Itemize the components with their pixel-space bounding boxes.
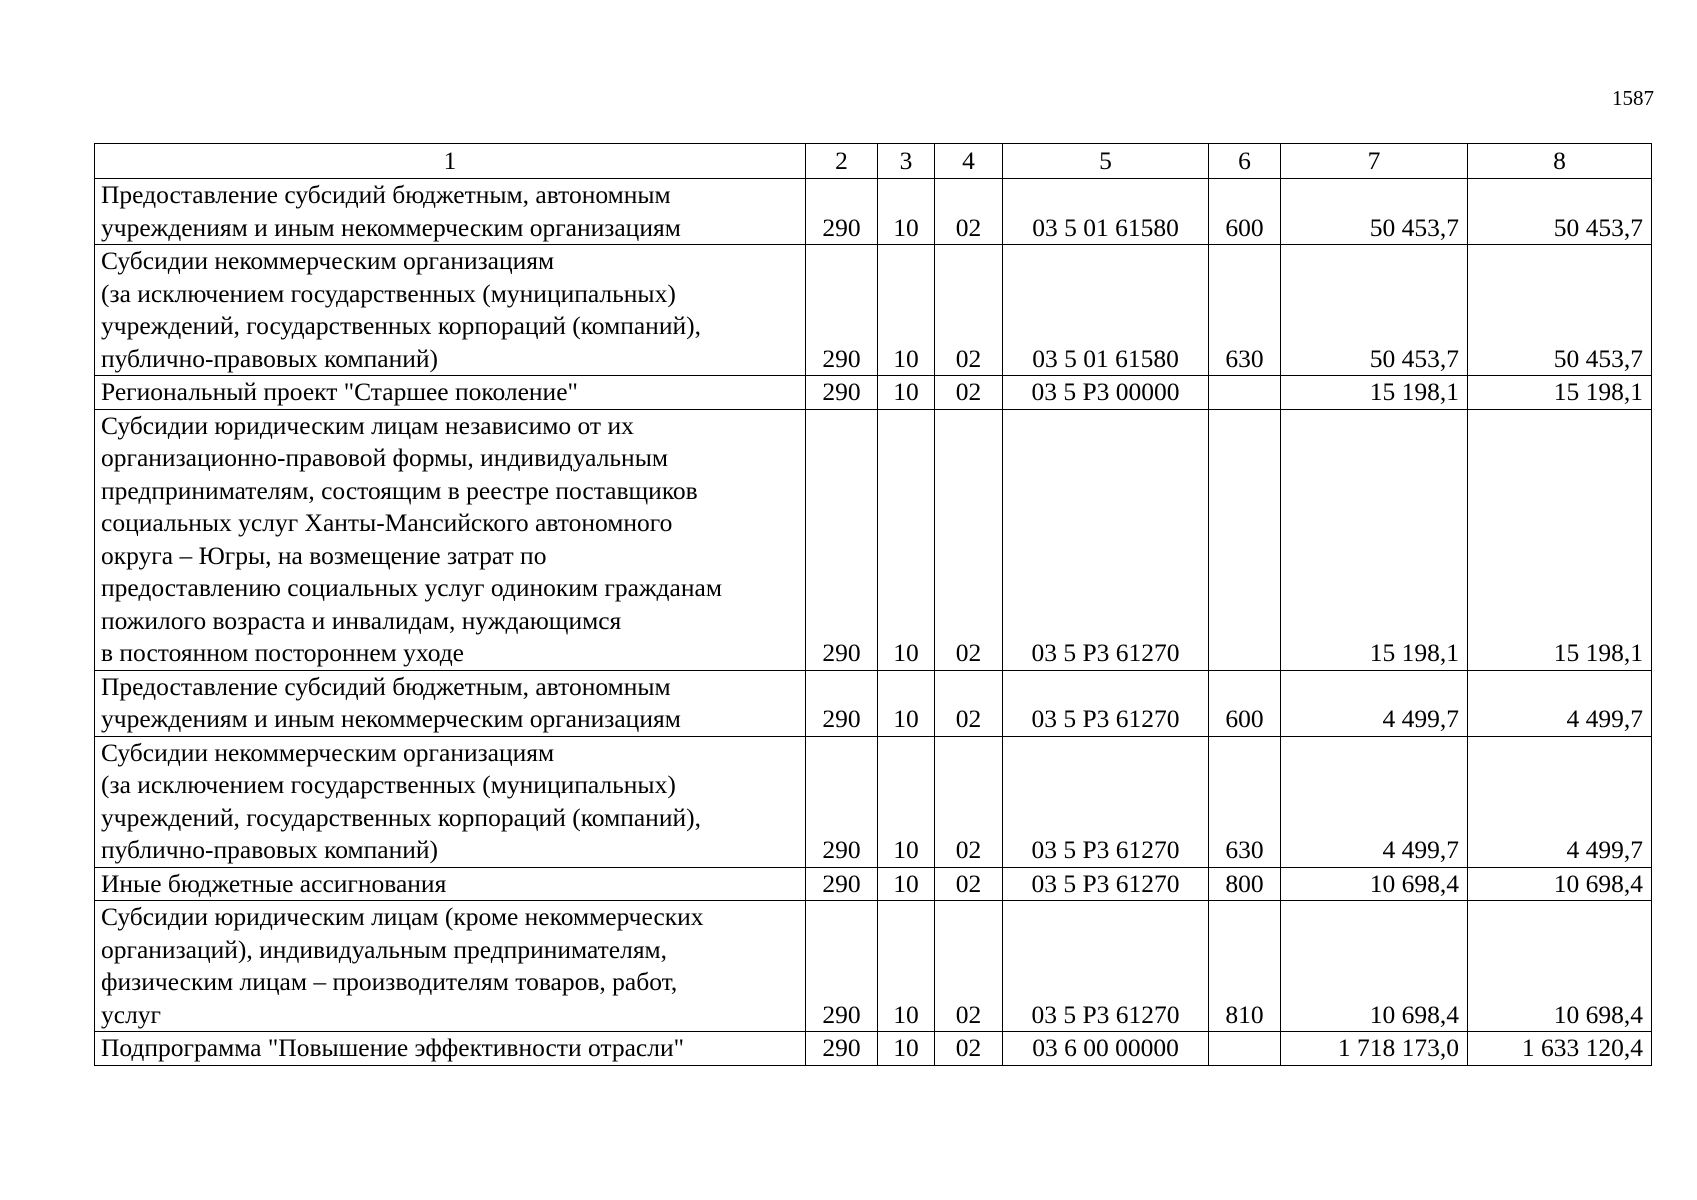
row-section-code: 10: [878, 376, 935, 410]
table-row: [95, 245, 1652, 376]
budget-table: [94, 143, 1652, 1066]
column-header-7: 7: [1281, 144, 1468, 179]
table-row: [95, 179, 1652, 245]
row-subsection-code: 02: [935, 409, 1003, 670]
row-section-code: 10: [878, 409, 935, 670]
row-target-code: 03 5 P3 61270: [1003, 736, 1209, 867]
row-amount-2: 4 499,7: [1468, 670, 1652, 736]
column-header-5: 5: [1003, 144, 1209, 179]
row-ministry-code: 290: [806, 1032, 878, 1066]
table-row: [95, 409, 1652, 670]
column-header-1: 1: [95, 144, 806, 179]
row-name: Региональный проект "Старшее поколение": [95, 376, 806, 410]
row-amount-1: 4 499,7: [1281, 736, 1468, 867]
row-name: Субсидии юридическим лицам независимо от их организационно-правовой формы, индивидуальным предпринимателям, состоящим в реестре поставщиков социальных услуг Ханты-Мансийского автономного округа – Югры, на возмещение затрат по предоставлению социальных услуг одиноким гражданам пожилого возраста и инвалидам, нуждающимся в постоянном постороннем уходе: [95, 409, 806, 670]
row-target-code: 03 5 P3 61270: [1003, 409, 1209, 670]
row-expense-type: 630: [1209, 245, 1281, 376]
row-name: Субсидии некоммерческим организациям (за исключением государственных (муниципальных) учреждений, государственных корпораций (компаний), публично-правовых компаний): [95, 245, 806, 376]
row-ministry-code: 290: [806, 376, 878, 410]
table-row: [95, 736, 1652, 867]
row-amount-1: 1 718 173,0: [1281, 1032, 1468, 1066]
row-name: Субсидии юридическим лицам (кроме некоммерческих организаций), индивидуальным предпринимателям, физическим лицам – производителям товаров, работ, услуг: [95, 901, 806, 1032]
row-ministry-code: 290: [806, 736, 878, 867]
row-section-code: 10: [878, 179, 935, 245]
table-row: [95, 901, 1652, 1032]
row-expense-type: 810: [1209, 901, 1281, 1032]
row-subsection-code: 02: [935, 736, 1003, 867]
row-subsection-code: 02: [935, 376, 1003, 410]
row-name: Субсидии некоммерческим организациям (за исключением государственных (муниципальных) учреждений, государственных корпораций (компаний), публично-правовых компаний): [95, 736, 806, 867]
row-target-code: 03 5 01 61580: [1003, 245, 1209, 376]
row-subsection-code: 02: [935, 179, 1003, 245]
row-amount-2: 50 453,7: [1468, 245, 1652, 376]
row-ministry-code: 290: [806, 179, 878, 245]
row-amount-1: 15 198,1: [1281, 376, 1468, 410]
row-expense-type: [1209, 376, 1281, 410]
row-name: Предоставление субсидий бюджетным, автономным учреждениям и иным некоммерческим организациям: [95, 179, 806, 245]
row-amount-2: 50 453,7: [1468, 179, 1652, 245]
table-row: [95, 376, 1652, 410]
row-target-code: 03 6 00 00000: [1003, 1032, 1209, 1066]
table-row: [95, 1032, 1652, 1066]
header-row: [95, 144, 1652, 179]
row-amount-1: 10 698,4: [1281, 901, 1468, 1032]
column-header-2: 2: [806, 144, 878, 179]
row-target-code: 03 5 P3 00000: [1003, 376, 1209, 410]
row-section-code: 10: [878, 867, 935, 901]
row-amount-2: 1 633 120,4: [1468, 1032, 1652, 1066]
row-expense-type: 800: [1209, 867, 1281, 901]
row-expense-type: [1209, 1032, 1281, 1066]
row-ministry-code: 290: [806, 901, 878, 1032]
row-name: Иные бюджетные ассигнования: [95, 867, 806, 901]
row-section-code: 10: [878, 245, 935, 376]
table-row: [95, 670, 1652, 736]
row-target-code: 03 5 P3 61270: [1003, 901, 1209, 1032]
row-expense-type: 600: [1209, 670, 1281, 736]
row-target-code: 03 5 01 61580: [1003, 179, 1209, 245]
row-ministry-code: 290: [806, 409, 878, 670]
row-ministry-code: 290: [806, 867, 878, 901]
row-name: Предоставление субсидий бюджетным, автономным учреждениям и иным некоммерческим организациям: [95, 670, 806, 736]
row-section-code: 10: [878, 901, 935, 1032]
row-expense-type: [1209, 409, 1281, 670]
page-number: 1587: [1612, 86, 1654, 110]
row-amount-2: 15 198,1: [1468, 376, 1652, 410]
column-header-4: 4: [935, 144, 1003, 179]
row-subsection-code: 02: [935, 1032, 1003, 1066]
row-subsection-code: 02: [935, 670, 1003, 736]
row-target-code: 03 5 P3 61270: [1003, 867, 1209, 901]
row-subsection-code: 02: [935, 245, 1003, 376]
row-amount-2: 10 698,4: [1468, 901, 1652, 1032]
column-header-3: 3: [878, 144, 935, 179]
row-ministry-code: 290: [806, 670, 878, 736]
column-header-8: 8: [1468, 144, 1652, 179]
row-section-code: 10: [878, 736, 935, 867]
row-target-code: 03 5 P3 61270: [1003, 670, 1209, 736]
row-amount-2: 4 499,7: [1468, 736, 1652, 867]
row-expense-type: 630: [1209, 736, 1281, 867]
column-header-6: 6: [1209, 144, 1281, 179]
row-amount-1: 4 499,7: [1281, 670, 1468, 736]
row-name: Подпрограмма "Повышение эффективности отрасли": [95, 1032, 806, 1066]
table-row: [95, 867, 1652, 901]
row-section-code: 10: [878, 670, 935, 736]
row-amount-1: 50 453,7: [1281, 245, 1468, 376]
row-amount-2: 15 198,1: [1468, 409, 1652, 670]
table-header: [95, 144, 1652, 179]
row-amount-1: 10 698,4: [1281, 867, 1468, 901]
row-subsection-code: 02: [935, 867, 1003, 901]
row-amount-1: 15 198,1: [1281, 409, 1468, 670]
row-ministry-code: 290: [806, 245, 878, 376]
table-body: [95, 179, 1652, 1066]
row-subsection-code: 02: [935, 901, 1003, 1032]
row-section-code: 10: [878, 1032, 935, 1066]
row-amount-2: 10 698,4: [1468, 867, 1652, 901]
row-expense-type: 600: [1209, 179, 1281, 245]
row-amount-1: 50 453,7: [1281, 179, 1468, 245]
